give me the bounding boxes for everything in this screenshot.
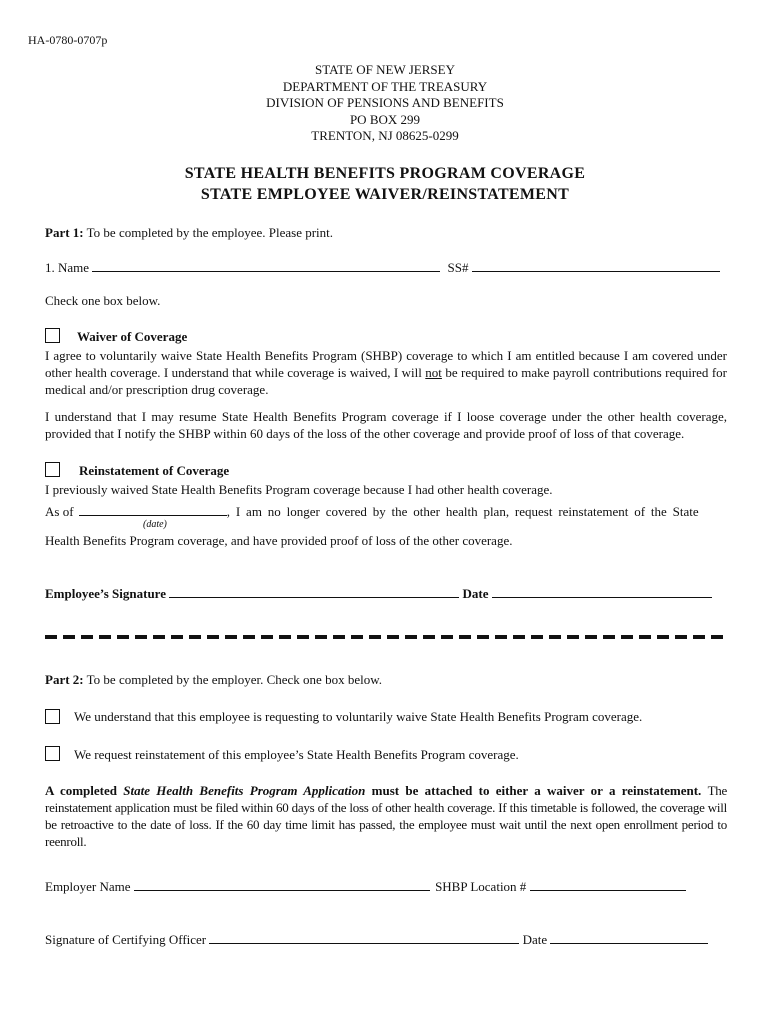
address-line: PO BOX 299 — [349, 111, 421, 127]
form-title — [0, 163, 770, 205]
agency-address — [0, 62, 770, 145]
waiver-heading: Waiver of Coverage — [77, 329, 188, 344]
employer-waiver-checkbox[interactable] — [45, 709, 60, 724]
employer-reinstatement-text: We request reinstatement of this employee’s State Health Benefits Program coverage. — [74, 747, 519, 762]
reinstatement-as-of-row — [45, 502, 727, 520]
name-field[interactable] — [92, 258, 440, 272]
shbp-location-label: SHBP Location # — [435, 879, 527, 894]
part1-text: To be completed by the employee. Please print. — [86, 225, 334, 240]
ss-label: SS# — [447, 260, 469, 275]
employer-reinstatement-checkbox[interactable] — [45, 746, 60, 761]
address-line: DEPARTMENT OF THE TREASURY — [282, 78, 488, 94]
part2-text: To be completed by the employer. Check one box below. — [86, 672, 383, 687]
cut-line-divider — [45, 635, 727, 639]
part2-instruction — [45, 671, 382, 688]
part1-instruction — [45, 224, 333, 241]
title-line-1: STATE HEALTH BENEFITS PROGRAM COVERAGE — [184, 165, 586, 182]
name-label: 1. Name — [45, 260, 90, 275]
address-line: STATE OF NEW JERSEY — [315, 62, 455, 77]
reinstatement-checkbox[interactable] — [45, 462, 60, 477]
address-line: DIVISION OF PENSIONS AND BENEFITS — [266, 95, 504, 110]
employee-signature-row — [45, 584, 727, 602]
employee-signature-field[interactable] — [169, 584, 459, 598]
shbp-location-field[interactable] — [530, 877, 686, 891]
waiver-text-not: not — [425, 365, 442, 380]
employee-date-field[interactable] — [492, 584, 712, 598]
waiver-text-a: I agree to voluntarily waive State Health Benefits Program (SHBP) coverage to which I am entitled because I am covered under other health coverage. I understand that while coverage is waived, I will — [45, 348, 727, 380]
certifying-officer-signature-field[interactable] — [209, 930, 519, 944]
waiver-text-b: be required to make payroll contributions required for medical and/or prescription drug coverage. — [45, 365, 727, 397]
notice-b: must be attached to either a waiver or a reinstatement. — [371, 783, 702, 798]
notice-italic: State Health Benefits Program Application — [123, 783, 366, 798]
date-hint: (date) — [143, 519, 167, 530]
waiver-text-2: I understand that I may resume State Health Benefits Program coverage if I loose coverage under the other health coverage, provided that I notify the SHBP within 60 days of the loss of the other coverage and provide proof of loss of that coverage. — [45, 409, 727, 441]
employer-waiver-text: We understand that this employee is requesting to voluntarily waive State Health Benefits Program coverage. — [74, 709, 643, 724]
employee-date-label: Date — [462, 586, 489, 601]
ss-field[interactable] — [472, 258, 720, 272]
application-notice — [45, 782, 727, 850]
waiver-text — [45, 347, 727, 398]
title-line-2: STATE EMPLOYEE WAIVER/REINSTATEMENT — [200, 186, 570, 203]
name-row — [45, 258, 727, 276]
form-number: HA-0780-0707p — [28, 33, 108, 47]
employer-name-row — [45, 877, 727, 895]
part2-label: Part 2: — [45, 672, 84, 687]
check-one-text: Check one box below. — [45, 293, 161, 308]
employee-signature-label: Employee’s Signature — [45, 586, 166, 601]
employer-name-label: Employer Name — [45, 879, 131, 894]
certifying-officer-row — [45, 930, 727, 948]
notice-a: A completed — [45, 783, 117, 798]
waiver-checkbox[interactable] — [45, 328, 60, 343]
certifying-date-field[interactable] — [550, 930, 708, 944]
reinstatement-text-2: , I am no longer covered by the other health plan, request reinstatement of the State — [226, 504, 699, 519]
reinstatement-text-1: I previously waived State Health Benefits Program coverage because I had other health coverage. — [45, 482, 553, 497]
part1-label: Part 1: — [45, 225, 84, 240]
address-line: TRENTON, NJ 08625-0299 — [311, 128, 459, 143]
notice-rest: The reinstatement application must be filed within 60 days of the loss of other health coverage. If this timetable is followed, the coverage will be retroactive to the date of loss. If the 60 day time limit has passed, the employee must wait until the next open enrollment period to reenroll. — [45, 783, 728, 849]
certifying-officer-label: Signature of Certifying Officer — [45, 932, 207, 947]
reinstatement-text-3: Health Benefits Program coverage, and have provided proof of loss of the other coverage. — [45, 533, 513, 548]
reinstatement-heading: Reinstatement of Coverage — [79, 463, 230, 478]
as-of-label: As of — [45, 504, 74, 519]
certifying-date-label: Date — [522, 932, 548, 947]
employer-name-field[interactable] — [134, 877, 430, 891]
reinstatement-date-field[interactable] — [79, 502, 227, 516]
